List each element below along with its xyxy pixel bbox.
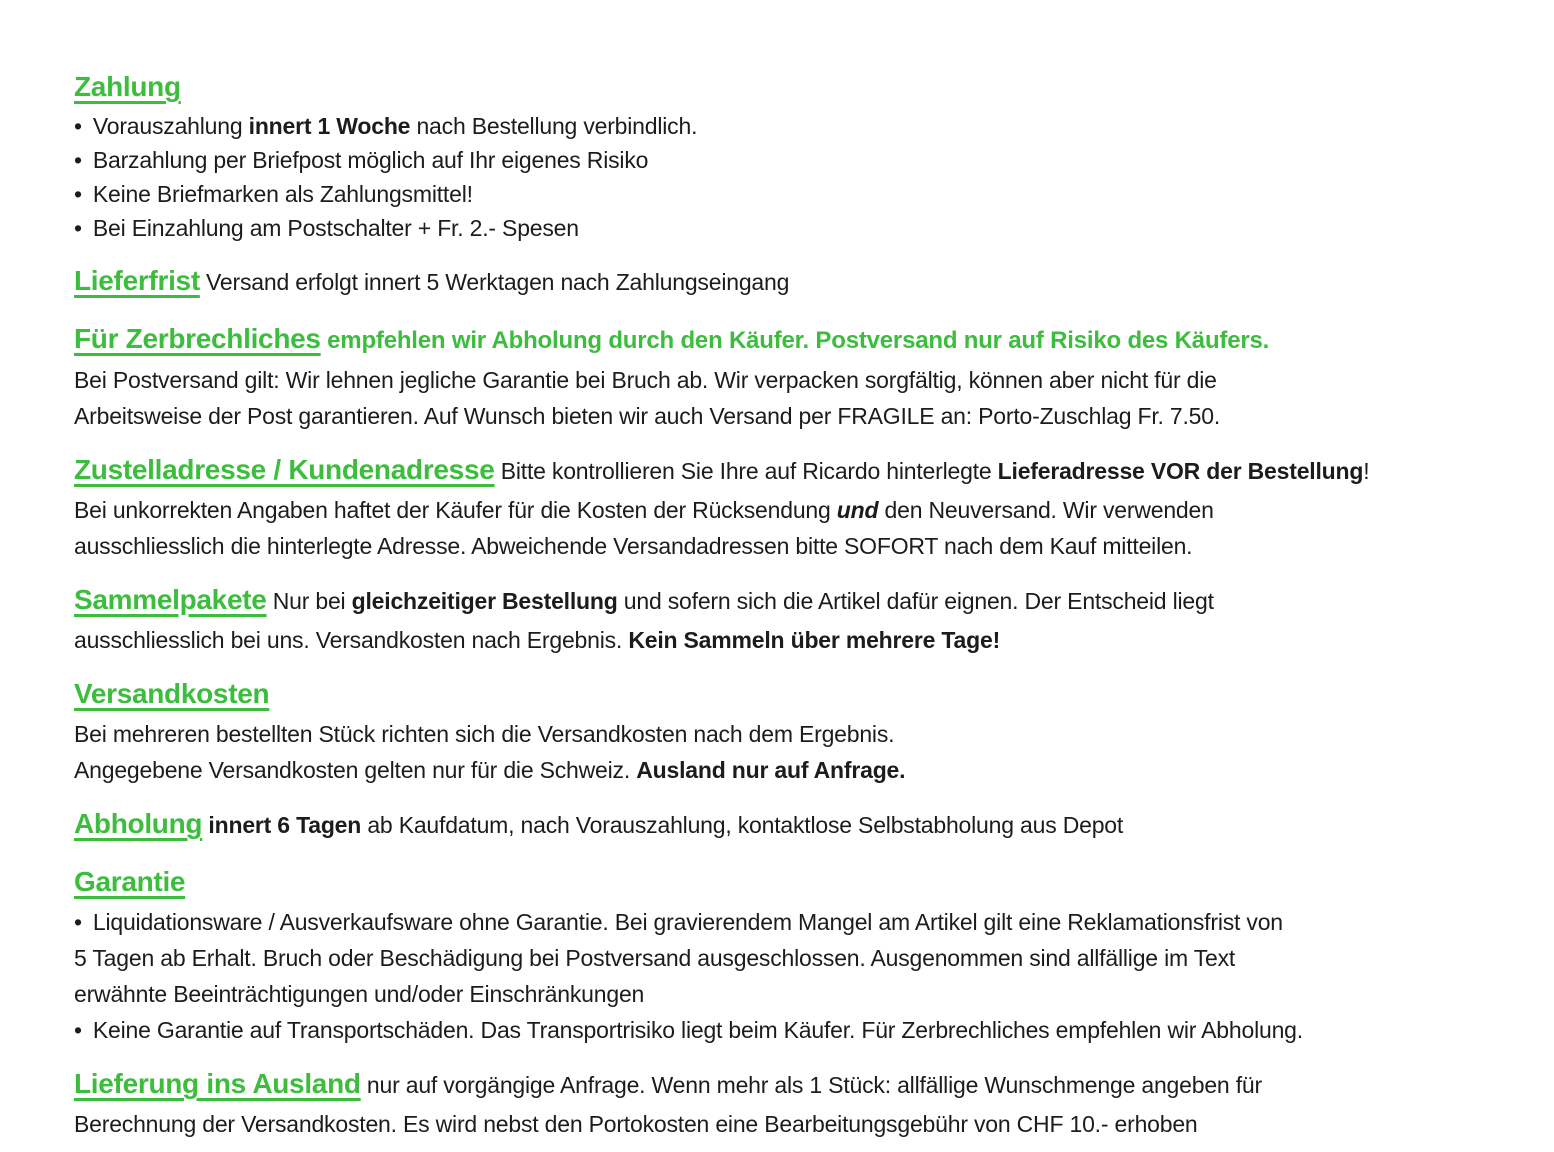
heading-sammelpakete-text: Sammelpakete xyxy=(74,584,267,615)
abholung-line xyxy=(74,803,1518,846)
zerbrechliches-green-text: empfehlen wir Abholung durch den Käufer. Postversand nur auf Risiko des Käufers. xyxy=(320,327,1270,354)
sammelpakete-text: und sofern sich die Artikel dafür eignen. Der Entscheid liegt xyxy=(617,588,1214,614)
zustelladresse-line xyxy=(74,449,1518,492)
versandkosten-text: Angegebene Versandkosten gelten nur für die Schweiz. xyxy=(74,757,637,783)
zerbrechliches-line xyxy=(74,318,1518,362)
bullet-icon: • xyxy=(74,909,82,935)
ausland-line xyxy=(74,1063,1518,1106)
heading-zahlung-text: Zahlung xyxy=(74,71,181,102)
bullet-icon: • xyxy=(74,215,82,241)
bullet-icon: • xyxy=(74,147,82,173)
heading-abholung-text: Abholung xyxy=(74,808,203,839)
abholung-text-bold: innert 6 Tagen xyxy=(202,812,362,838)
zustelladresse-text: den Neuversand. Wir verwenden xyxy=(878,497,1214,523)
sammelpakete-line xyxy=(74,579,1518,622)
abholung-text: ab Kaufdatum, nach Vorauszahlung, kontaktlose Selbstabholung aus Depot xyxy=(361,812,1124,838)
bullet-text-bold: innert 1 Woche xyxy=(248,113,411,139)
garantie-text: Keine Garantie auf Transportschäden. Das Transportrisiko liegt beim Käufer. Für Zerbrechliches empfehlen wir Abholung. xyxy=(92,1017,1303,1043)
heading-zahlung xyxy=(74,66,1518,109)
bullet-text: Barzahlung per Briefpost möglich auf Ihr eigenes Risiko xyxy=(92,147,649,173)
ausland-text: nur auf vorgängige Anfrage. Wenn mehr als 1 Stück: allfällige Wunschmenge angeben für xyxy=(360,1072,1262,1098)
zustelladresse-text: ! xyxy=(1363,458,1370,484)
lieferfrist-line xyxy=(74,260,1518,303)
zustelladresse-text: Bitte kontrollieren Sie Ihre auf Ricardo hinterlegte xyxy=(494,458,998,484)
zerbrechliches-paragraph-line: Arbeitsweise der Post garantieren. Auf Wunsch bieten wir auch Versand per FRAGILE an: Porto-Zuschlag Fr. 7.50. xyxy=(74,403,1221,429)
heading-garantie xyxy=(74,861,1518,904)
garantie-bullet-line xyxy=(74,904,1518,940)
bullet-item xyxy=(74,177,1518,211)
section-zustelladresse xyxy=(74,449,1518,564)
sammelpakete-text: Nur bei xyxy=(266,588,352,614)
versandkosten-paragraph-line: Bei mehreren bestellten Stück richten sich die Versandkosten nach dem Ergebnis. xyxy=(74,721,895,747)
versandkosten-paragraph-line xyxy=(74,752,1518,788)
heading-zerbrechliches-text: Für Zerbrechliches xyxy=(74,323,321,354)
sammelpakete-text-bold: gleichzeitiger Bestellung xyxy=(351,588,618,614)
section-zerbrechliches xyxy=(74,318,1518,434)
ausland-paragraph-line: Berechnung der Versandkosten. Es wird nebst den Portokosten eine Bearbeitungsgebühr von CHF 10.- erhoben xyxy=(74,1111,1198,1137)
section-garantie xyxy=(74,861,1518,1048)
garantie-text: Liquidationsware / Ausverkaufsware ohne Garantie. Bei gravierendem Mangel am Artikel gilt eine Reklamationsfrist von xyxy=(92,909,1283,935)
zustelladresse-paragraph-line: ausschliesslich die hinterlegte Adresse. Abweichende Versandadressen bitte SOFORT nach dem Kauf mitteilen. xyxy=(74,533,1193,559)
bullet-item xyxy=(74,211,1518,245)
bullet-item xyxy=(74,143,1518,177)
garantie-bullet-continuation: erwähnte Beeinträchtigungen und/oder Einschränkungen xyxy=(74,981,645,1007)
zerbrechliches-paragraph-line: Bei Postversand gilt: Wir lehnen jegliche Garantie bei Bruch ab. Wir verpacken sorgfältig, können aber nicht für die xyxy=(74,367,1217,393)
sammelpakete-paragraph-line xyxy=(74,622,1518,658)
heading-garantie-text: Garantie xyxy=(74,866,186,897)
bullet-icon: • xyxy=(74,113,82,139)
section-abholung xyxy=(74,803,1518,846)
section-sammelpakete xyxy=(74,579,1518,658)
garantie-bullet-line xyxy=(74,1012,1518,1048)
heading-lieferfrist-text: Lieferfrist xyxy=(74,265,200,296)
bullet-text: nach Bestellung verbindlich. xyxy=(410,113,698,139)
heading-versandkosten-text: Versandkosten xyxy=(74,678,270,709)
bullet-text: Bei Einzahlung am Postschalter + Fr. 2.- Spesen xyxy=(92,215,579,241)
bullet-text: Vorauszahlung xyxy=(92,113,249,139)
zustelladresse-text-bold-italic: und xyxy=(836,497,879,523)
sammelpakete-text-bold: Kein Sammeln über mehrere Tage! xyxy=(628,627,1001,653)
versandkosten-text-bold: Ausland nur auf Anfrage. xyxy=(636,757,906,783)
heading-ausland-text: Lieferung ins Ausland xyxy=(74,1068,361,1099)
sammelpakete-text: ausschliesslich bei uns. Versandkosten nach Ergebnis. xyxy=(74,627,629,653)
zustelladresse-paragraph-line xyxy=(74,492,1518,528)
section-versandkosten xyxy=(74,673,1518,788)
bullet-item xyxy=(74,109,1518,143)
zustelladresse-text-bold: Lieferadresse VOR der Bestellung xyxy=(997,458,1364,484)
bullet-icon: • xyxy=(74,181,82,207)
heading-versandkosten xyxy=(74,673,1518,716)
section-lieferfrist xyxy=(74,260,1518,303)
garantie-bullet-continuation: 5 Tagen ab Erhalt. Bruch oder Beschädigung bei Postversand ausgeschlossen. Ausgenommen sind allfällige im Text xyxy=(74,945,1236,971)
lieferfrist-text: Versand erfolgt innert 5 Werktagen nach Zahlungseingang xyxy=(199,269,790,295)
bullet-text: Keine Briefmarken als Zahlungsmittel! xyxy=(92,181,473,207)
zustelladresse-text: Bei unkorrekten Angaben haftet der Käufer für die Kosten der Rücksendung xyxy=(74,497,837,523)
heading-zustelladresse-text: Zustelladresse / Kundenadresse xyxy=(74,454,495,485)
bullet-icon: • xyxy=(74,1017,82,1043)
section-zahlung xyxy=(74,66,1518,245)
section-ausland xyxy=(74,1063,1518,1142)
